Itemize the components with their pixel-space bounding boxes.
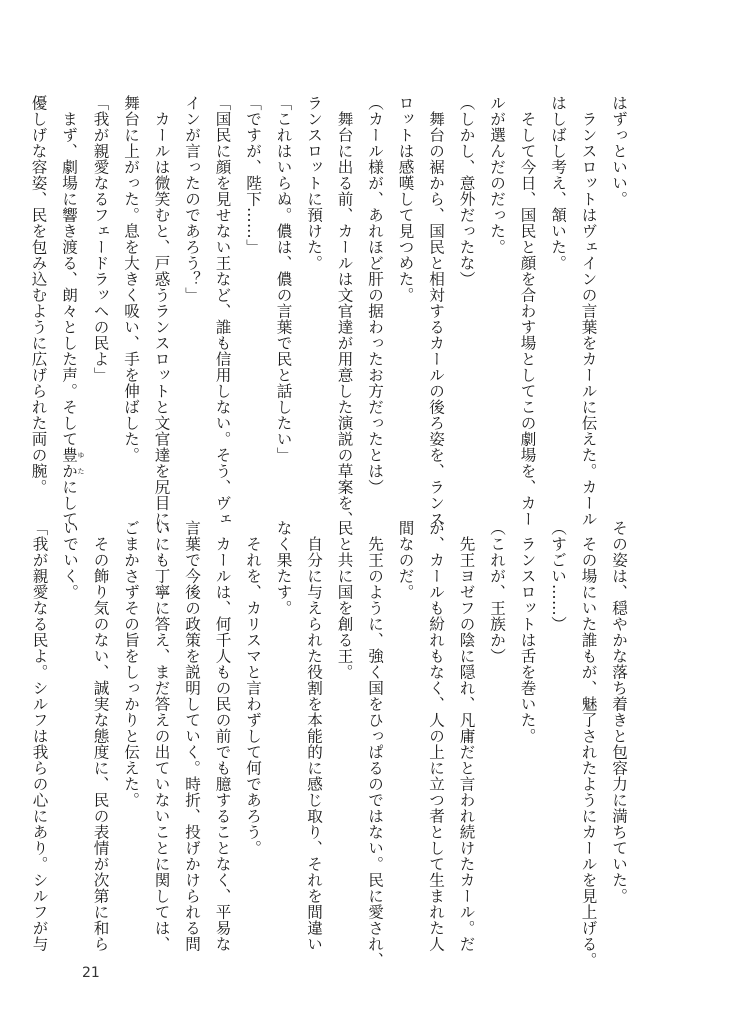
text-line: 「国民に顔を見せない王など、誰も信用しない。そう、ヴェ [213,95,232,527]
text-line: （すごい……） [549,520,567,632]
text-line: 先王のように、強く国をひっぱるのではない。民に愛され、 [366,520,384,968]
text-line: その場にいた誰もが、魅了されたようにカールを見上げる。 [579,520,598,968]
text-line: 先王ヨゼフの陰に隠れ、凡庸だと言われ続けたカール。だ [457,520,476,952]
text-line: カールは微笑むと、戸惑うランスロットと文官達を尻目に、 [152,95,171,543]
text-line: ごまかさずその旨をしっかりと伝えた。 [122,520,140,808]
text-line: カールは、何千人もの民の前でも臆することなく、平易な [213,520,232,952]
text-line: いにも丁寧に答え、まだ答えの出ていないことに関しては、 [152,520,171,952]
text-line: 「我が親愛なるフェードラッヘの民よ」 [91,95,110,383]
text-line: その姿は、穏やかな落ち着きと包容力に満ちていた。 [610,520,628,904]
text-line: はしばし考え、頷いた。 [549,95,567,271]
text-line: まず、劇場に響き渡る、朗々とした声。そして豊か ゆたにして [60,95,85,527]
text-line: そして今日、国民と顔を合わす場としてこの劇場を、カー [518,95,537,527]
text-line: 「我が親愛なる民よ。シルフは我らの心にあり。シルフが与 [30,520,49,952]
text-line: 自分に与えられた役割を本能的に感じ取り、それを間違い [305,520,323,952]
text-line: それを、カリスマと言わずして何であろう。 [244,520,262,856]
text-line: 舞台に出る前、カールは文官達が用意した演説の草案を、 [335,95,354,527]
text-line: （しかし、意外だったな） [457,95,476,287]
text-line: ロットは感嘆して見つめた。 [396,95,415,303]
text-line: いでいく。 [61,520,79,600]
text-line: 民と共に国を創る王。 [335,520,354,680]
text-line: ランスロットはヴェインの言葉をカールに伝えた。カール [579,95,598,527]
text-line: はずっといい。 [610,95,628,207]
text-line: 「ですが、陛下……」 [244,95,262,255]
lower-text-column [30,520,634,968]
text-line: （これが、王族か） [488,520,506,664]
text-line: ランスロットは舌を巻いた。 [518,520,537,744]
text-line: なく果たす。 [274,520,293,616]
text-line: 優しげな容姿、民を包み込むように広げられた両の腕。 [29,95,48,495]
text-line: ランスロットに預けた。 [305,95,323,271]
text-line: 言葉で今後の政策を説明していく。時折、投げかけられる問 [183,520,201,952]
page-number: 21 [82,965,100,981]
upper-text-column [29,95,634,543]
text-line: 舞台の裾から、国民と相対するカールの後ろ姿を、ランス [427,95,445,527]
text-line: ルが選んだのだった。 [488,95,506,255]
ruby-annotation: 豊か ゆた [60,447,85,479]
text-line: （カール様が、あれほど肝の据わったお方だったとは） [366,95,384,495]
text-line: が、カールも紛れもなく、人の上に立つ者として生まれた人 [427,520,445,952]
text-line: インが言ったのであろう？」 [183,95,201,303]
text-line: 間なのだ。 [396,520,415,600]
text-line: 「これはいらぬ。儂は、儂の言葉で民と話したい」 [274,95,293,463]
text-line: 舞台に上がった。息を大きく吸い、手を伸ばした。 [122,95,140,463]
text-line: その飾り気のない、誠実な態度に、民の表情が次第に和ら [91,520,110,952]
